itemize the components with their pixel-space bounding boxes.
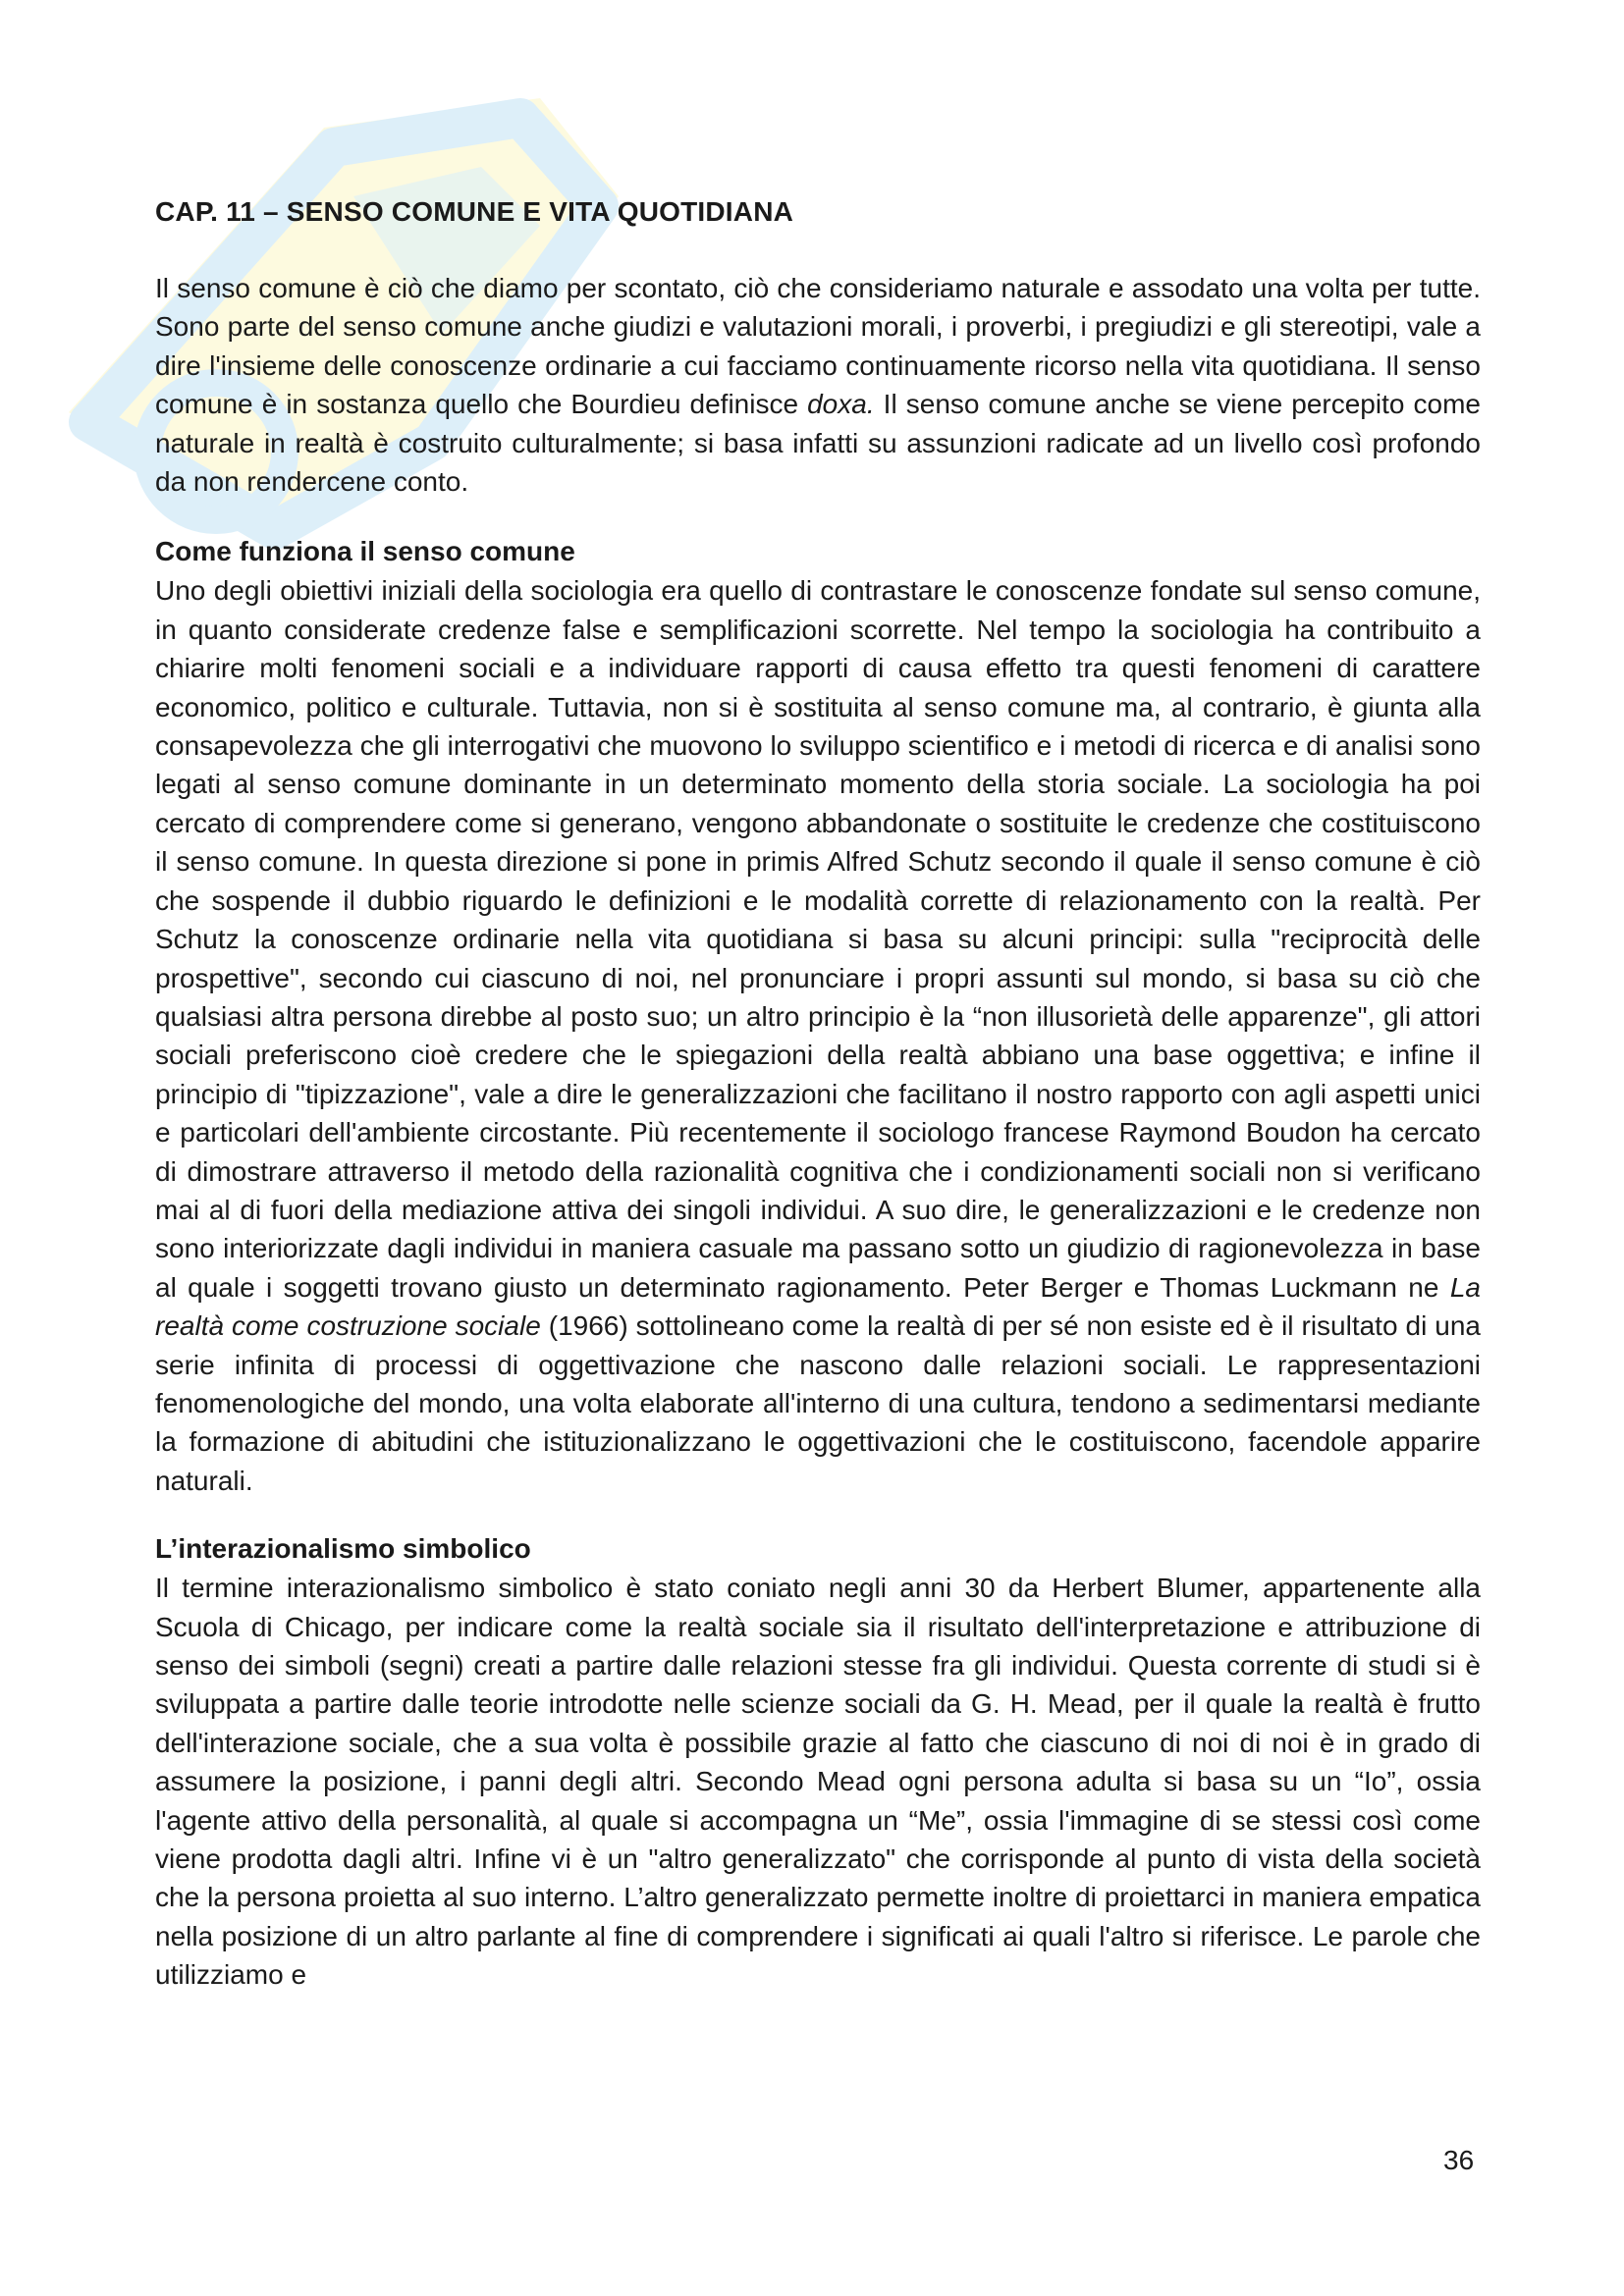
section-heading: L’interazionalismo simbolico — [155, 1533, 531, 1565]
section1-text-1: Uno degli obiettivi iniziali della sociologia era quello di contrastare le conoscenze fondate sul senso comune, in quanto considerate credenze false e semplificazioni scorrette. Nel tempo la sociologia ha contribuito a chiarire molti fenomeni sociali e a individuare rapporti di causa effetto tra questi fenomeni di carattere economico, politico e culturale. Tuttavia, non si è sostituita al senso comune ma, al contrario, è giunta alla consapevolezza che gli interrogativi che muovono lo sviluppo scientifico e i metodi di ricerca e di analisi sono legati al senso comune dominante in un determinato momento della storia sociale. La sociologia ha poi cercato di comprendere come si generano, vengono abbandonate o sostituite le credenze che costituiscono il senso comune. In questa direzione si pone in primis Alfred Schutz secondo il quale il senso comune è ciò che sospende il dubbio riguardo le definizioni e le modalità corrette di relazionamento con la realtà. Per Schutz la conoscenze ordinarie nella vita quotidiana si basa su alcuni principi: sulla "reciprocità delle prospettive", secondo cui ciascuno di noi, nel pronunciare i propri assunti sul mondo, si basa su ciò che qualsiasi altra persona direbbe al posto suo; un altro principio è la “non illusorietà delle apparenze", gli attori sociali preferiscono cioè credere che le spiegazioni della realtà abbiano una base oggettiva; e infine il principio di "tipizzazione", vale a dire le generalizzazioni che facilitano il nostro rapporto con agli aspetti unici e particolari dell'ambiente circostante. Più recentemente il sociologo francese Raymond Boudon ha cercato di dimostrare attraverso il metodo della razionalità cognitiva che i condizionamenti sociali non si verificano mai al di fuori della mediazione attiva dei singoli individui. A suo dire, le generalizzazioni e le credenze non sono interiorizzate dagli individui in maniera casuale ma passano sotto un giudizio di ragionevolezza in base al quale i soggetti trovano giusto un determinato ragionamento. Peter Berger e Thomas Luckmann ne — [155, 575, 1481, 1303]
section1-italic-book-title: La realtà come costruzione sociale — [155, 1271, 1481, 1342]
section-paragraph — [155, 571, 1481, 1500]
section-paragraph: Il termine interazionalismo simbolico è stato coniato negli anni 30 da Herbert Blumer, appartenente alla Scuola di Chicago, per indicare come la realtà sociale sia il risultato dell'interpretazione e attribuzione di senso dei simboli (segni) creati a partire dalle relazioni stesse fra gli individui. Questa corrente di studi si è sviluppata a partire dalle teorie introdotte nelle scienze sociali da G. H. Mead, per il quale la realtà è frutto dell'interazione sociale, che a sua volta è possibile grazie al fatto che ciascuno di noi di noi è in grado di assumere la posizione, i panni degli altri. Secondo Mead ogni persona adulta si basa su un “Io”, ossia l'agente attivo della personalità, al quale si accompagna un “Me”, ossia l'immagine di se stessi così come viene prodotta dagli altri. Infine vi è un "altro generalizzato" che corrisponde al punto di vista della società che la persona proietta al suo interno. L’altro generalizzato permette inoltre di proiettarci in maniera empatica nella posizione di un altro parlante al fine di comprendere i significati ai quali l'altro si riferisce. Le parole che utilizziamo e — [155, 1573, 1481, 1991]
section-interazionalismo — [155, 1529, 1481, 1994]
intro-italic-doxa: doxa. — [807, 389, 875, 420]
chapter-title: CAP. 11 – SENSO COMUNE E VITA QUOTIDIANA — [155, 196, 794, 227]
page-number: 36 — [1443, 2145, 1475, 2175]
intro-text-2: Il senso comune anche se viene percepito come naturale in realtà è costruito culturalmente; si basa infatti su assunzioni radicate ad un livello così profondo da non rendercene conto. — [155, 389, 1481, 498]
intro-text-1: Il senso comune è ciò che diamo per scontato, ciò che consideriamo naturale e assodato una volta per tutte. Sono parte del senso comune anche giudizi e valutazioni morali, i proverbi, i pregiudizi e gli stereotipi, vale a dire l'insieme delle conoscenze ordinarie a cui facciamo continuamente ricorso nella vita quotidiana. Il senso comune è in sostanza quello che Bourdieu definisce — [155, 273, 1481, 420]
section1-text-2: (1966) sottolineano come la realtà di per sé non esiste ed è il risultato di una serie infinita di processi di oggettivazione che nascono dalle relazioni sociali. Le rappresentazioni fenomenologiche del mondo, una volta elaborate all'interno di una cultura, tendono a sedimentarsi mediante la formazione di abitudini che istituzionalizzano le oggettivazioni che le costituiscono, facendole apparire naturali. — [155, 1310, 1481, 1496]
section-senso-comune — [155, 532, 1481, 1500]
section-heading: Come funziona il senso comune — [155, 536, 575, 567]
intro-paragraph — [155, 269, 1481, 501]
document-page — [155, 192, 1481, 1995]
